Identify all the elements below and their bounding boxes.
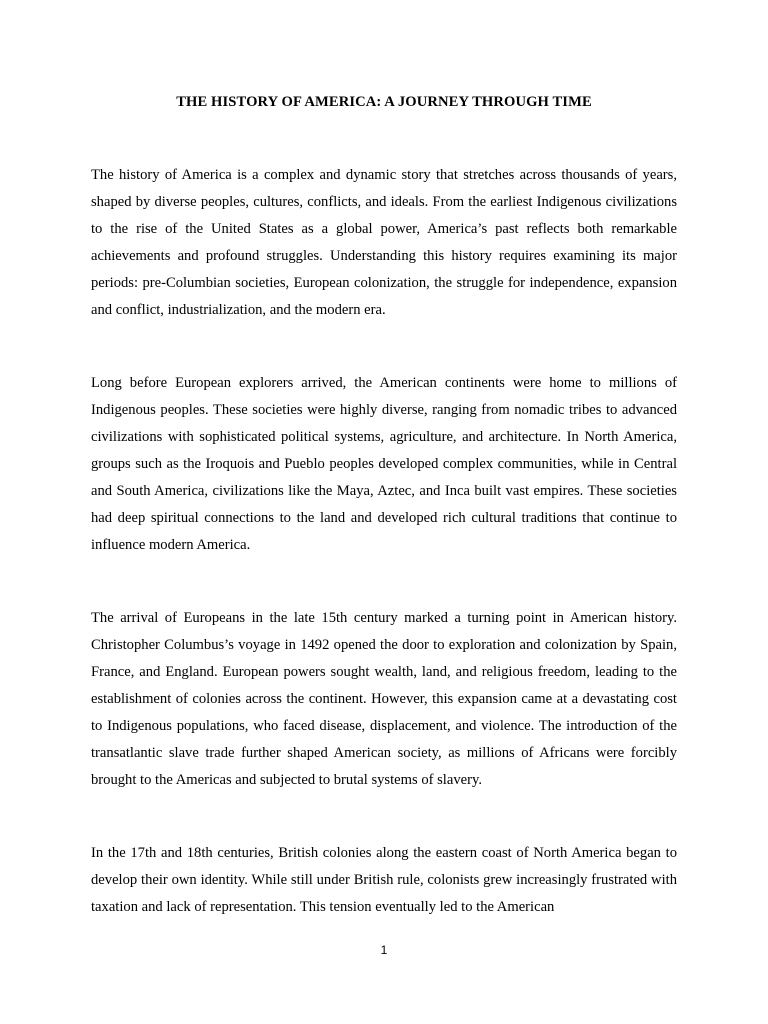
- paragraph-indigenous-peoples: Long before European explorers arrived, the American continents were home to millions of Indigenous peoples. These societies were highly diverse, ranging from nomadic tribes to advanced civilizations with sophisticated political systems, agriculture, and architecture. In North America, groups such as the Iroquois and Pueblo peoples developed complex communities, while in Central and South America, civilizations like the Maya, Aztec, and Inca built vast empires. These societies had deep spiritual connections to the land and developed rich cultural traditions that continue to influence modern America.: [91, 375, 677, 553]
- page-number: 1: [380, 943, 388, 957]
- paragraph-pre-intro: The history of America is a complex and dynamic story that stretches across thousands of years, shaped by diverse peoples, cultures, conflicts, and ideals. From the earliest Indigenous civilizations to the rise of the United States as a global power, America’s past reflects both remarkable achievements and profound struggles. Understanding this history requires examining its major periods: pre-Columbian societies, European colonization, the struggle for independence, expansion and conflict, industrialization, and the modern era.: [91, 167, 677, 318]
- paragraph-british-colonies: In the 17th and 18th centuries, British colonies along the eastern coast of North America began to develop their own identity. While still under British rule, colonists grew increasingly frustrated with taxation and lack of representation. This tension eventually led to the American: [91, 845, 677, 915]
- paragraph-european-arrival: The arrival of Europeans in the late 15th century marked a turning point in American history. Christopher Columbus’s voyage in 1492 opened the door to exploration and colonization by Spain, France, and England. European powers sought wealth, land, and religious freedom, leading to the establishment of colonies across the continent. However, this expansion came at a devastating cost to Indigenous populations, who faced disease, displacement, and violence. The introduction of the transatlantic slave trade further shaped American society, as millions of Africans were forcibly brought to the Americas and subjected to brutal systems of slavery.: [91, 610, 677, 788]
- document-title: THE HISTORY OF AMERICA: A JOURNEY THROUGH TIME: [176, 94, 592, 110]
